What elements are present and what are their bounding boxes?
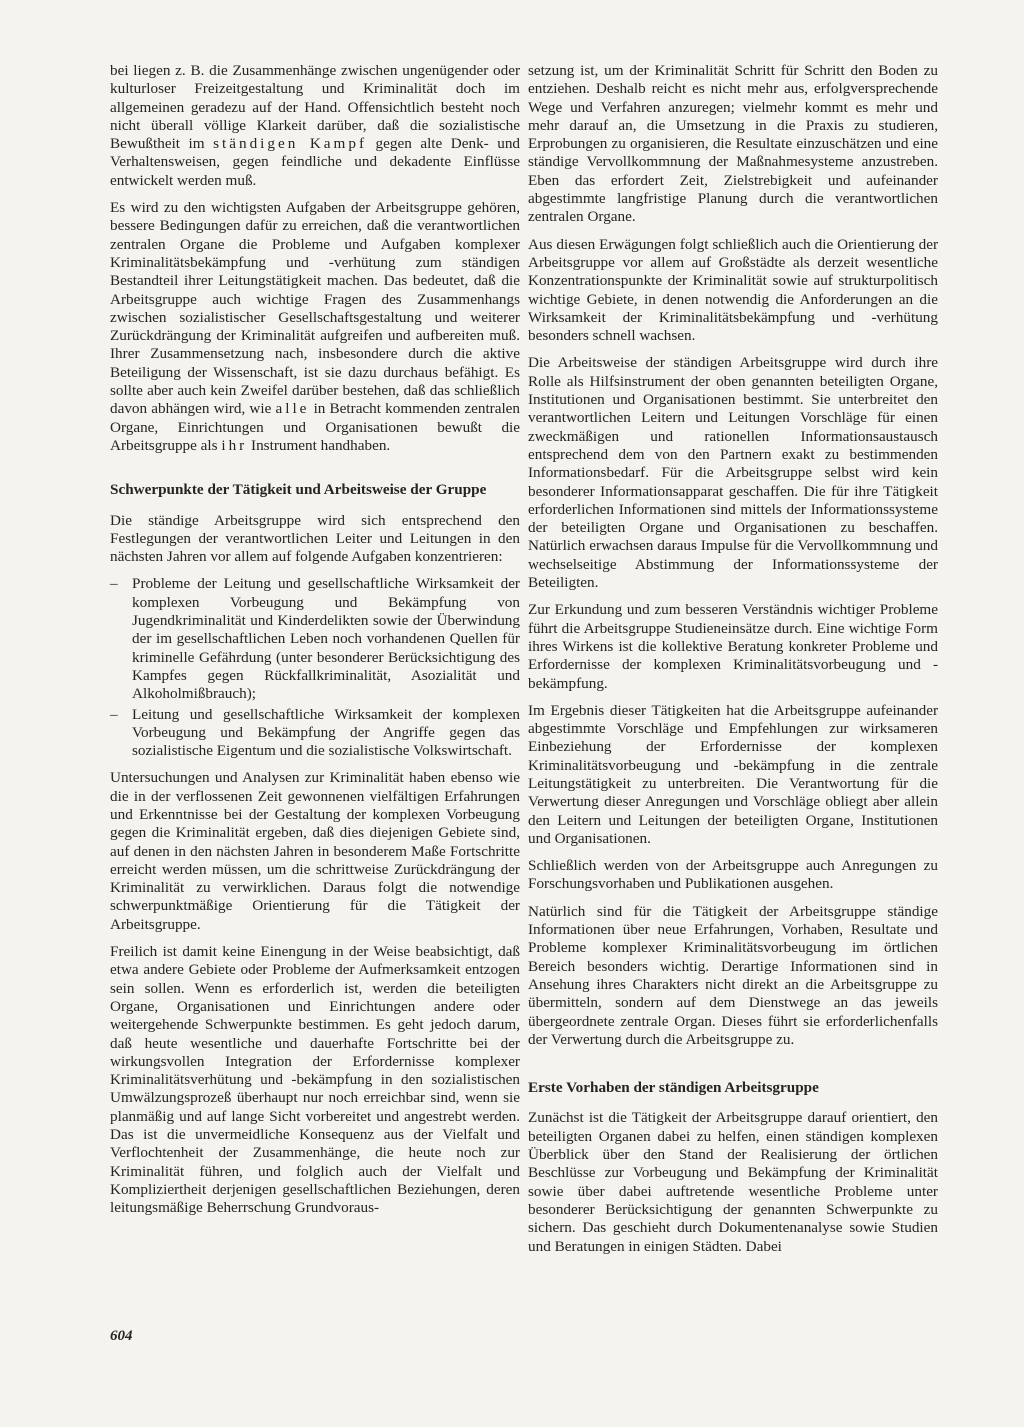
spaced-emphasis: alle (275, 400, 310, 418)
spaced-emphasis: ständigen Kampf (213, 135, 368, 153)
paragraph: bei liegen z. B. die Zusammenhänge zwischen ungenügender oder kulturloser Freizeitgestaltung und Kriminalität doch im allgemeinen geradezu auf der Hand. Offensichtlich besteht noch nicht überall völlige Klarkeit darüber, daß die sozialistische Bewußtheit im ständigen Kampf gegen alte Denk- und Verhaltensweisen, gegen feindliche und dekadente Einflüsse entwickelt werden muß. (110, 62, 521, 189)
paragraph: Es wird zu den wichtigsten Aufgaben der Arbeitsgruppe gehören, bessere Bedingungen dafür zu erreichen, daß die verantwortlichen zentralen Organe die Probleme und Aufgaben komplexer Kriminalitätsbekämpfung und -verhütung zum ständigen Bestandteil ihrer Leitungstätigkeit machen. Das bedeutet, daß die Arbeitsgruppe auch wichtige Fragen des Zusammenhangs zwischen sozialistischer Gesellschaftsgestaltung und weiterer Zurückdrängung der Kriminalität aufgreifen und aufbereiten muß. Ihrer Zusammensetzung nach, insbesondere durch die aktive Beteiligung der Wissenschaft, ist sie dazu durchaus befähigt. Es sollte aber auch kein Zweifel darüber bestehen, daß das schließlich davon abhängen wird, wie alle in Betracht kommenden zentralen Organe, Einrichtungen und Organisationen bewußt die Arbeitsgruppe als ihr Instrument handhaben. (110, 199, 521, 454)
spaced-emphasis: ihr (221, 436, 248, 454)
paragraph: Untersuchungen und Analysen zur Kriminalität haben ebenso wie die in der verflossenen Zeit gewonnenen vielfältigen Erfahrungen und Erkenntnisse bei der Gestaltung der komplexen Vorbeugung gegen die Kriminalität ergeben, daß dies diejenigen Gebiete sind, auf denen in den nächsten Jahren in besonderem Maße Fortschritte erreicht werden müssen, um die schrittweise Zurückdrängung der Kriminalität zu verwirklichen. Daraus folgt die notwendige schwerpunktmäßige Orientierung für die Tätigkeit der Arbeitsgruppe. (110, 769, 520, 933)
paragraph: Die ständige Arbeitsgruppe wird sich entsprechend den Festlegungen der verantwortlichen Leiter und Leitungen in den nächsten Jahren vor allem auf folgende Aufgaben konzentrieren: (110, 511, 520, 566)
paragraph: Natürlich sind für die Tätigkeit der Arbeitsgruppe ständige Informationen über neue Erfahrungen, Vorhaben, Resultate und Probleme komplexer Kriminalitätsvorbeugung im örtlichen Bereich besonders wichtig. Derartige Informationen sind in Ansehung ihres Charakters nicht direkt an die Arbeitsgruppe zu übermitteln, sondern auf dem Dienstwege an das jeweils übergeordnete zentrale Organ. Dieses führt sie erforderlichenfalls der Verwertung durch die Arbeitsgruppe zu. (528, 902, 938, 1048)
section-heading: Schwerpunkte der Tätigkeit und Arbeitsweise der Gruppe (110, 481, 487, 499)
bullet-list (110, 575, 520, 760)
paragraph: Aus diesen Erwägungen folgt schließlich auch die Orientierung der Arbeitsgruppe vor allem auf Großstädte als derzeit wesentliche Konzentrationspunkte der Kriminalität sowie auf strukturpolitisch wichtige Gebiete, in denen notwendig die Anforderungen an die Wirksamkeit der Kriminalitätsbekämpfung und -verhütung besonders schnell wachsen. (528, 235, 938, 345)
list-item: – Probleme der Leitung und gesellschaftliche Wirksamkeit der komplexen Vorbeugung und Bekämpfung von Jugendkriminalität und Kinderdelikten sowie der Überwindung der im gesellschaftlichen Leben noch vorhandenen Quellen für kriminelle Gefährdung (unter besonderer Berücksichtigung des Kampfes gegen Rückfallkriminalität, Asozialität und Alkoholmißbrauch); (110, 575, 520, 703)
section-heading: Erste Vorhaben der ständigen Arbeitsgruppe (528, 1079, 819, 1097)
paragraph: Die Arbeitsweise der ständigen Arbeitsgruppe wird durch ihre Rolle als Hilfsinstrument der oben genannten beteiligten Organe, Institutionen und Organisationen bestimmt. Sie unterbreitet den verantwortlichen Leitern und Leitungen Vorschläge für einen zweckmäßigen und rationellen Informationsaustausch entsprechend dem von den Partnern exakt zu bestimmenden Informationsbedarf. Für die Arbeitsgruppe selbst wird kein besonderer Informationsapparat geschaffen. Die für ihre Tätigkeit erforderlichen Informationen sind mittels der Informationssysteme der beteiligten Organe und Organisationen zu beschaffen. Natürlich erwachsen daraus Impulse für die Vervollkommnung und wechselseitige Abstimmung der Informationssysteme der Beteiligten. (528, 354, 938, 592)
paragraph: Zunächst ist die Tätigkeit der Arbeitsgruppe darauf orientiert, den beteiligten Organen dabei zu helfen, einen ständigen komplexen Überblick über den Stand der Realisierung der örtlichen Beschlüsse zur Vorbeugung und Bekämpfung der Kriminalität sowie über dabei auftretende wesentliche Probleme unter besonderer Berücksichtigung der genannten Schwerpunkte zu sichern. Das geschieht durch Dokumentenanalyse sowie Studien und Beratungen in einigen Städten. Dabei (528, 1109, 938, 1255)
paragraph: setzung ist, um der Kriminalität Schritt für Schritt den Boden zu entziehen. Deshalb reicht es nicht mehr aus, erfolgversprechende Wege und Verfahren anzuregen; vielmehr kommt es mehr und mehr darauf an, die Umsetzung in die Praxis zu studieren, Erprobungen zu organisieren, die Resultate einzuschätzen und eine ständige Vervollkommnung der Maßnahmesysteme anzustreben. Eben das erfordert Zeit, Zielstrebigkeit und aufeinander abgestimmte langfristige Planung durch die verantwortlichen zentralen Organe. (528, 62, 938, 226)
paragraph: Zur Erkundung und zum besseren Verständnis wichtiger Probleme führt die Arbeitsgruppe Studieneinsätze durch. Eine wichtige Form ihres Wirkens ist die kollektive Beratung konkreter Probleme und Erfordernisse der komplexen Kriminalitätsvorbeugung und -bekämpfung. (528, 601, 938, 692)
paragraph: Schließlich werden von der Arbeitsgruppe auch Anregungen zu Forschungsvorhaben und Publikationen ausgehen. (528, 857, 938, 893)
list-item: – Leitung und gesellschaftliche Wirksamkeit der komplexen Vorbeugung und Bekämpfung der Angriffe gegen das sozialistische Eigentum und die sozialistische Volkswirtschaft. (110, 706, 520, 761)
paragraph: Im Ergebnis dieser Tätigkeiten hat die Arbeitsgruppe aufeinander abgestimmte Vorschläge und Empfehlungen zur wirksameren Einbeziehung der Erfordernisse der komplexen Kriminalitätsvorbeugung und -bekämpfung in die zentrale Leitungstätigkeit zu unterbreiten. Die Verantwortung für die Verwertung dieser Anregungen und Vorschläge obliegt aber allein den Leitern und Leitungen der beteiligten Organe, Institutionen und Organisationen. (528, 701, 938, 847)
left-column (110, 62, 520, 1227)
page-number: 604 (110, 1328, 133, 1344)
right-column (528, 62, 938, 1265)
paragraph: Freilich ist damit keine Einengung in der Weise beabsichtigt, daß etwa andere Gebiete oder Probleme der Aufmerksamkeit entzogen sein sollen. Wenn es erforderlich ist, werden die beteiligten Organe, Organisationen und Einrichtungen andere oder weitergehende Schwerpunkte bestimmen. Es geht jedoch darum, daß heute wesentliche und dauerhafte Fortschritte bei der wirkungsvollen Integration der Erfordernisse komplexer Kriminalitätsverhütung und -bekämpfung in den sozialistischen Umwälzungsprozeß überhaupt nur noch erreichbar sind, wenn sie planmäßig und auf lange Sicht vorbereitet und angestrebt werden. Das ist die unvermeidliche Konsequenz aus der Vielfalt und Verflochtenheit der Zusammenhänge, die heute noch zur Kriminalität führen, und folglich auch der Vielfalt und Kompliziertheit derjenigen gesellschaftlichen Beziehungen, deren leitungsmäßige Beherrschung Grundvoraus- (110, 943, 520, 1217)
